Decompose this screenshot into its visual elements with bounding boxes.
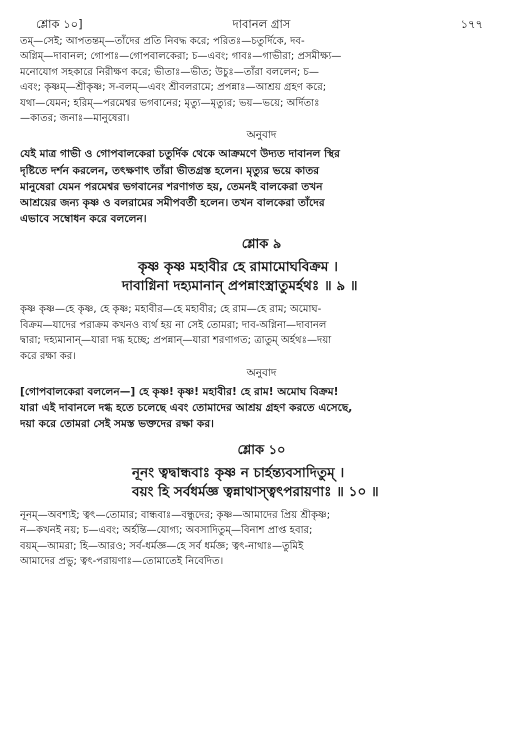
synonym-line: আমাদের প্রভু; ত্বৎ-পরায়ণাঃ—তোমাতেই নিবেদিত। [20,555,224,567]
synonym-line: বিক্রম—যাদের পরাক্রম কখনও ব্যর্থ হয় না সেই তোমরা; দাব-অগ্নিনা—দাবানল [20,319,327,331]
translation-line: এভাবে সম্বোধন করে বললেন। [20,213,147,226]
synonyms-block-8 [20,34,503,126]
translation-heading: অনুবাদ [246,367,277,380]
synonym-line: বয়ম্—আমরা; হি—আরও; সর্ব-ধর্মজ্ঞ—হে সর্ব ধর্মজ্ঞ; ত্বৎ-নাথাঃ—তুমিই [20,540,304,552]
synonym-line: করে রক্ষা কর। [20,350,76,362]
synonyms-block-10 [20,508,503,570]
synonym-line: এবং; কৃষ্ণম্—শ্রীকৃষ্ণ; স-বলম্—এবং শ্রীবলরামে; প্রপন্নাঃ—আশ্রয় গ্রহণ করে; [20,82,327,94]
translation-line: [গোপবালকেরা বললেন—] হে কৃষ্ণ! কৃষ্ণ! মহাবীর! হে রাম! অমোঘ বিক্রম! [20,386,339,399]
verse-heading-9: শ্লোক ৯ [241,237,282,253]
synonym-line: নূনম্—অবশ্যই; ত্বৎ—তোমার; বান্ধবাঃ—বন্ধুদের; কৃষ্ণ—আমাদের প্রিয় শ্রীকৃষ্ণ; [20,509,331,521]
translation-block-8 [20,146,503,227]
verse-text-9 [20,258,503,296]
header-page-number: ১৭৭ [460,17,483,31]
synonym-line: ন—কখনই নয়; চ—এবং; অর্হন্তি—যোগ্য; অবসাদিতুম্—বিনাশ প্রাপ্ত হবার; [20,525,313,537]
translation-block-9 [20,384,503,433]
header-chapter-title: দাবানল গ্রাস [232,17,291,31]
translation-line: আশ্রয়ের জন্য কৃষ্ণ ও বলরামের সমীপবর্তী হলেন। তখন বালকেরা তাঁদের [20,197,325,210]
verse-text-10 [20,464,503,502]
verse-line: দাবাগ্নিনা দহ্যমানান্ প্রপন্নাংস্ত্রাতুমর্হথঃ ॥ ৯ ॥ [122,278,358,295]
translation-line: দয়া করে তোমরা সেই সমস্ত ভক্তদের রক্ষা কর। [20,418,214,431]
synonym-line: যথা—যেমন; হরিম্—পরমেশ্বর ভগবানের; মৃত্যু—মৃত্যুর; ভয়—ভয়ে; অর্দিতাঃ [20,97,320,109]
synonym-line: মনোযোগ সহকারে নিরীক্ষণ করে; ভীতাঃ—ভীত; উচুঃ—তাঁরা বললেন; চ— [20,66,319,78]
running-header [20,8,503,34]
translation-line: মানুষেরা যেমন পরমেশ্বর ভগবানের শরণাগত হয়, তেমনই বালকেরা তখন [20,180,323,193]
synonym-line: অগ্নিম্—দাবানল; গোপাঃ—গোপবালকেরা; চ—এবং; গাবঃ—গাভীরা; প্রসমীক্ষ্য— [20,51,342,63]
synonym-line: দ্বারা; দহ্যমানান্—যারা দগ্ধ হচ্ছে; প্রপন্নান্—যারা শরণাগত; ত্রাতুম্ অর্হথঃ—দয়া [20,335,332,347]
verse-line: নূনং ত্বদ্বান্ধবাঃ কৃষ্ণ ন চার্হন্ত্যবসাদিতুম্ । [132,464,345,481]
translation-line: যেই মাত্র গাভী ও গোপবালকেরা চতুর্দিক থেকে আক্রমণে উদ্যত দাবানল স্থির [20,148,340,161]
translation-line: দৃষ্টিতে দর্শন করলেন, তৎক্ষণাৎ তাঁরা ভীতগ্রস্ত হলেন। মৃত্যুর ভয়ে কাতর [20,164,320,177]
translation-line: যারা এই দাবানলে দগ্ধ হতে চলেছে এবং তোমাদের আশ্রয় গ্রহণ করতে এসেছে, [20,402,353,415]
header-verse-ref: শ্লোক ১০] [36,17,83,31]
translation-heading: অনুবাদ [246,129,277,142]
verse-line: কৃষ্ণ কৃষ্ণ মহাবীর হে রামামোঘবিক্রম । [138,259,339,276]
synonym-line: কৃষ্ণ কৃষ্ণ—হে কৃষ্ণ, হে কৃষ্ণ; মহাবীর—হে মহাবীর; হে রাম—হে রাম; অমোঘ- [20,304,322,316]
synonym-line: —কাতর; জনাঃ—মানুষেরা। [20,113,130,125]
synonyms-block-9 [20,302,503,364]
verse-heading-10: শ্লোক ১০ [237,442,286,458]
verse-line: বয়ং হি সর্বধর্মজ্ঞ ত্বন্নাথাস্ত্বৎপরায়ণাঃ ॥ ১০ ॥ [132,483,379,500]
synonym-line: তম্—সেই; আপতন্তম্—তাঁদের প্রতি নিবদ্ধ করে; পরিতঃ—চতুর্দিকে, দব- [20,36,305,47]
